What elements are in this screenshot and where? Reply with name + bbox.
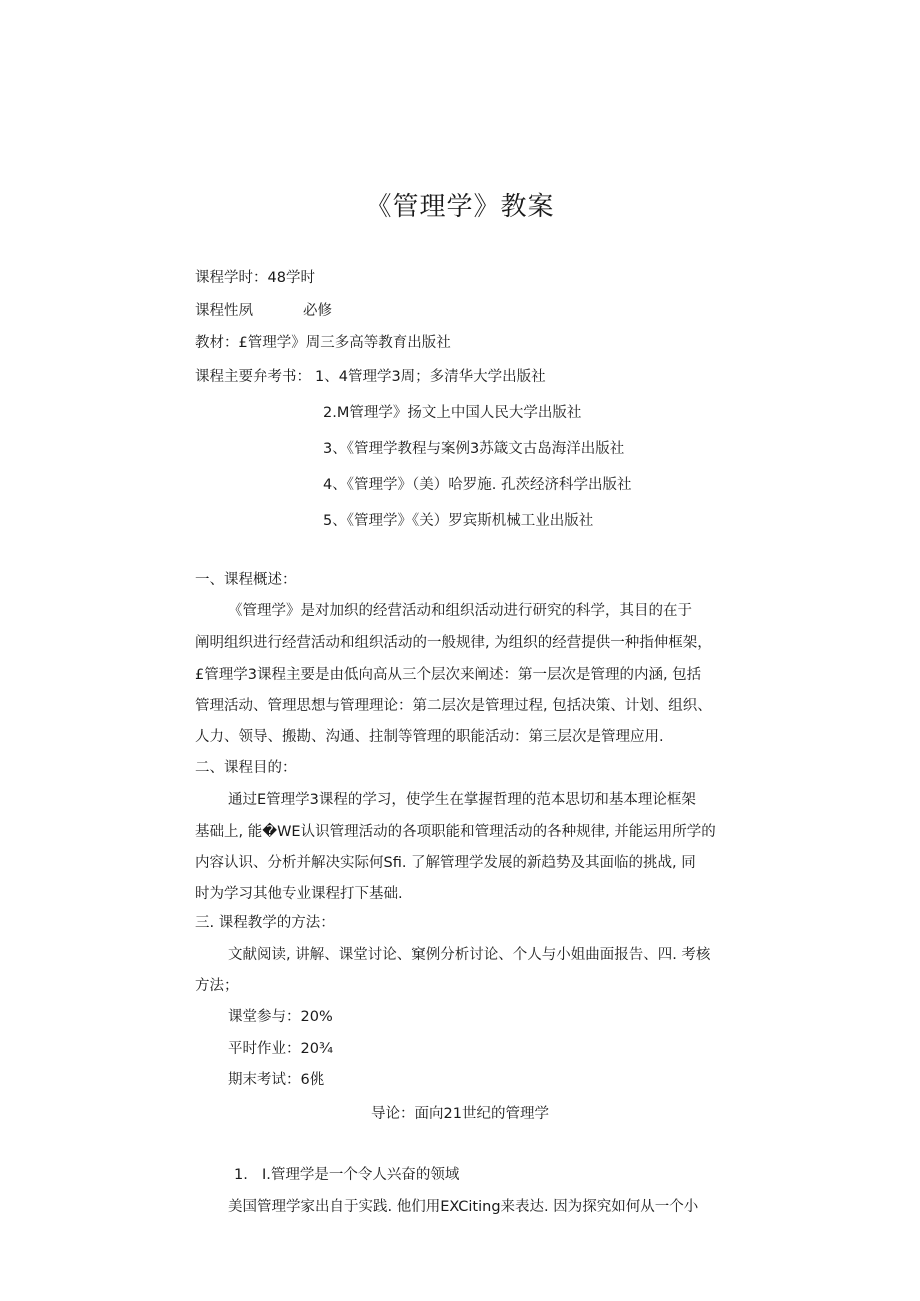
paragraph-line: 人力、领导、搬勘、沟通、拄制等管理的职能活动：第三层次是管理应用.	[195, 729, 664, 745]
paragraph-line: 通过E管理学3课程的学习，使学生在掌握哲理的范本思切和基本理论框架	[228, 792, 696, 808]
paragraph-line: 文献阅读, 讲解、课堂讨论、窠例分析讨论、个人与小姐曲面报告、四. 考核	[228, 947, 711, 963]
document-title: 《管理学》教案	[365, 192, 555, 222]
paragraph-line: 阐明组织进行经营活动和组织活动的一般规律, 为组织的经营提供一种指伸框架，	[195, 635, 712, 651]
reference-item: 2.M管理学》扬文上中国人民大学出版社	[323, 405, 582, 421]
paragraph-line: 方法；	[195, 978, 239, 994]
paragraph-line: 时为学习其他专业课程打下基础.	[195, 886, 403, 902]
course-nature-label: 课程性夙	[195, 303, 253, 319]
intro-title: 导论：面向21世纪的管理学	[371, 1106, 549, 1122]
course-hours: 课程学时：48学时	[195, 270, 315, 286]
course-nature-value: 必修	[303, 303, 332, 319]
textbook: 教材：£管理学》周三多高等教育出版社	[195, 335, 451, 351]
reference-item: 4、《管理学》（美）哈罗施. 孔茨经济科学出版社	[323, 477, 632, 493]
paragraph-line: £管理学3课程主要是由低向高从三个层次来阐述：第一层次是管理的内涵, 包括	[195, 667, 702, 683]
list-heading: I.管理学是一个令人兴奋的领域	[262, 1167, 460, 1183]
reference-item: 1、4管理学3周；多清华大学出版社	[315, 369, 546, 385]
section-heading-overview: 一、课程概述：	[195, 572, 297, 588]
assessment-item: 课堂参与：20%	[228, 1009, 333, 1025]
reference-item: 5、《管理学》《关）罗宾斯机械工业出版社	[323, 513, 594, 529]
list-number: 1.	[234, 1167, 248, 1183]
paragraph-line: 《管理学》是对加织的经营活动和组织活动进行研究的科学，其目的在于	[228, 603, 692, 619]
assessment-item: 期末考试：6佻	[228, 1072, 325, 1088]
paragraph-line: 内容认识、分析并解决实际何Sfi. 了解管理学发展的新趋势及其面临的挑战, 同	[195, 855, 696, 871]
paragraph-line: 美国管理学家出自于实践. 他们用EXCiting来表达. 因为探究如何从一个小	[228, 1199, 699, 1215]
assessment-item: 平时作业：20¾	[228, 1041, 334, 1057]
references-label: 课程主要弁考书：	[195, 369, 311, 385]
section-heading-method: 三. 课程教学的方法：	[195, 915, 335, 931]
paragraph-line: 管理活动、管理思想与管理理论：第二层次是管理过程, 包括决策、计划、组织、	[195, 698, 712, 714]
section-heading-goal: 二、课程目的：	[195, 760, 297, 776]
reference-item: 3、《管理学教程与案例3苏箴文古岛海洋出版社	[323, 441, 625, 457]
paragraph-line: 基础上, 能�WE认识管理活动的各项职能和管理活动的各种规律, 并能运用所学的	[195, 824, 716, 840]
